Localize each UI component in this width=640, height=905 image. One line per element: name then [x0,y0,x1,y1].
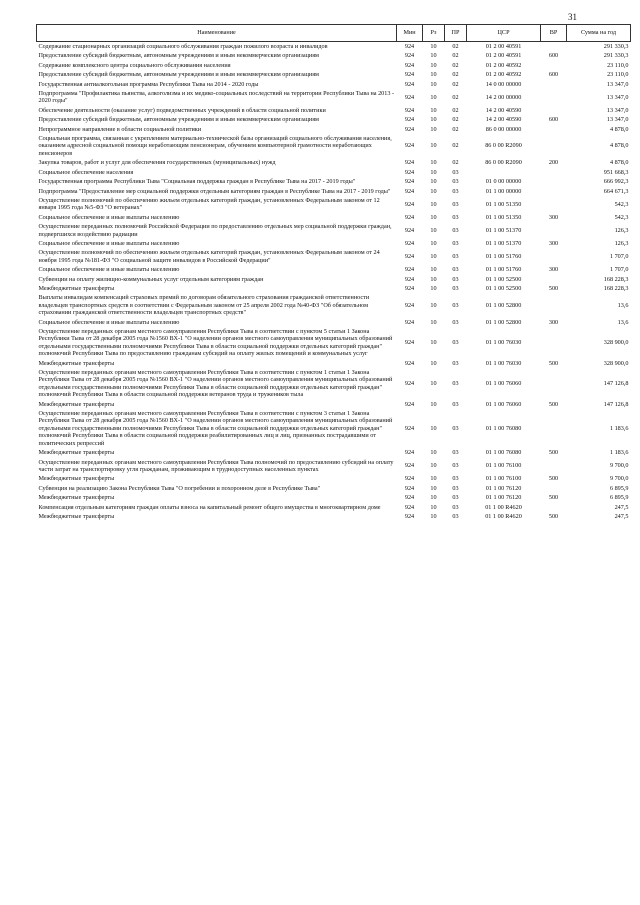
table-row [37,115,631,124]
cell-vr: 500 [548,359,559,367]
cell-pr: 02 [452,71,459,79]
cell-name: Социальное обеспечение и иные выплаты населению [38,213,180,221]
table-row [37,400,631,409]
table-row [37,187,631,196]
cell-csr: 01 1 00 76060 [485,400,522,408]
cell-csr: 14 2 00 00000 [485,93,522,101]
cell-sum: 13 347,0 [606,116,629,124]
table-row [37,318,631,327]
table-row [37,493,631,502]
cell-name: Субвенции на оплату жилищно-коммунальных услуг отдельным категориям граждан [38,275,264,283]
table-row [37,158,631,167]
cell-min: 924 [404,159,415,167]
cell-name: Субвенция на реализацию Закона Республики Тыва "О погребении и похоронном деле в Республике Тыва" [38,484,321,492]
cell-min: 924 [404,168,415,176]
cell-min: 924 [404,239,415,247]
header-sum: Сумма на год [567,25,631,42]
cell-csr: 01 2 00 40591 [485,43,522,50]
cell-min: 924 [404,253,415,261]
table-row [37,512,631,521]
cell-rz: 10 [430,168,437,176]
cell-csr: 01 1 00 00000 [485,187,522,195]
cell-name: Обеспечение деятельности (оказание услуг) подведомственных учреждений в области социальной политики [38,106,326,114]
cell-csr: 14 0 00 00000 [485,80,522,88]
cell-vr [541,222,567,239]
cell-csr: 86 0 00 00000 [485,125,522,133]
cell-sum: 126,3 [614,239,629,247]
cell-rz: 10 [430,484,437,492]
cell-pr: 03 [452,168,459,176]
cell-min: 924 [404,116,415,124]
cell-name: Межбюджетные трансферты [38,359,115,367]
cell-csr: 86 0 00 R2090 [485,142,522,150]
cell-min: 924 [404,52,415,60]
cell-csr: 01 2 00 40591 [485,52,522,60]
cell-vr [541,409,567,448]
cell-pr: 03 [452,359,459,367]
table-row [37,409,631,448]
cell-vr [541,134,567,158]
cell-rz: 10 [430,266,437,274]
cell-min: 924 [404,512,415,520]
cell-rz: 10 [430,400,437,408]
cell-min: 924 [404,187,415,195]
header-rz: Рз [423,25,445,42]
cell-csr: 01 1 00 52800 [485,301,522,309]
cell-rz: 10 [430,512,437,520]
cell-sum: 666 992,3 [603,178,629,186]
cell-rz: 10 [430,61,437,69]
cell-min: 924 [404,106,415,114]
table-header-row [37,25,631,42]
cell-pr: 03 [452,494,459,502]
cell-min: 924 [404,43,415,50]
cell-sum: 147 126,8 [603,400,629,408]
cell-csr: 01 1 00 51370 [485,239,522,247]
cell-rz: 10 [430,318,437,326]
cell-rz: 10 [430,462,437,470]
cell-csr: 01 1 00 R4620 [485,512,522,520]
cell-min: 924 [404,71,415,79]
cell-name: Межбюджетные трансферты [38,475,115,483]
header-min: Мин [397,25,423,42]
cell-pr: 02 [452,93,459,101]
table-row [37,275,631,284]
cell-min: 924 [404,424,415,432]
cell-csr: 01 1 00 51760 [485,253,522,261]
cell-vr [541,458,567,475]
table-row [37,239,631,248]
cell-csr: 01 1 00 76100 [485,475,522,483]
cell-name: Предоставление субсидий бюджетным, автономным учреждениям и иным некоммерческим организациям [38,116,319,124]
table-row [37,222,631,239]
cell-vr [541,293,567,317]
cell-min: 924 [404,200,415,208]
cell-name: Осуществление переданных органам местного самоуправления Республики Тыва полномочий по предоставлению субсидий на оплату части затрат на транспортировку угля гражданам, проживающим в труднодоступных населенных пунктах [38,458,394,473]
cell-rz: 10 [430,93,437,101]
cell-name: Социальное обеспечение и иные выплаты населению [38,239,180,247]
cell-pr: 03 [452,253,459,261]
cell-rz: 10 [430,226,437,234]
cell-sum: 168 228,3 [603,284,629,292]
cell-csr: 01 1 00 76060 [485,380,522,388]
cell-min: 924 [404,226,415,234]
cell-pr: 02 [452,142,459,150]
cell-min: 924 [404,494,415,502]
cell-csr: 01 1 00 76120 [485,494,522,502]
cell-min: 924 [404,275,415,283]
cell-vr [541,89,567,106]
cell-pr: 03 [452,187,459,195]
table-row [37,284,631,293]
cell-csr: 01 1 00 52500 [485,275,522,283]
cell-name: Социальная программа, связанная с укреплением материально-технической базы организаций социального обслуживания населения, оказанием адресной социальной помощи неработающим пенсионерам, обучением компьютерной грамотности неработающих пенсионеров [38,135,392,157]
cell-name: Непрограммное направление в области социальной политики [38,125,202,133]
cell-min: 924 [404,213,415,221]
cell-sum: 9 700,0 [609,462,629,470]
header-pr: ПР [445,25,467,42]
cell-csr: 01 1 00 76030 [485,339,522,347]
cell-vr: 500 [548,284,559,292]
cell-pr: 03 [452,475,459,483]
cell-min: 924 [404,61,415,69]
cell-rz: 10 [430,449,437,457]
cell-sum: 542,3 [614,200,629,208]
cell-name: Содержание стационарных организаций социального обслуживания граждан пожилого возраста и инвалидов [38,43,328,50]
cell-vr: 300 [548,239,559,247]
cell-pr: 02 [452,116,459,124]
cell-rz: 10 [430,178,437,186]
table-row [37,89,631,106]
table-row [37,80,631,89]
cell-rz: 10 [430,187,437,195]
cell-name: Межбюджетные трансферты [38,494,115,502]
header-vr: ВР [541,25,567,42]
cell-vr [541,327,567,359]
table-row [37,61,631,70]
cell-pr: 03 [452,424,459,432]
cell-name: Предоставление субсидий бюджетным, автономным учреждениям и иным некоммерческим организациям [38,71,319,79]
cell-sum: 13 347,0 [606,106,629,114]
cell-vr: 500 [548,400,559,408]
table-body [37,42,631,522]
cell-rz: 10 [430,253,437,261]
cell-pr: 03 [452,380,459,388]
cell-pr: 02 [452,159,459,167]
cell-sum: 6 895,9 [609,484,629,492]
cell-vr [541,275,567,284]
cell-csr: 01 1 00 76030 [485,359,522,367]
cell-pr: 03 [452,200,459,208]
cell-pr: 02 [452,43,459,50]
cell-csr: 01 1 00 51350 [485,200,522,208]
cell-name: Осуществление полномочий по обеспечению жильем отдельных категорий граждан, установленных Федеральным законом от 12 января 1995 года №5-ФЗ "О ветеранах" [38,196,380,212]
table-row [37,448,631,457]
cell-rz: 10 [430,275,437,283]
cell-vr: 500 [548,494,559,502]
cell-name: Государственная антиалкогольная программа Республики Тыва на 2014 - 2020 годы [38,80,259,88]
cell-pr: 02 [452,80,459,88]
cell-name: Межбюджетные трансферты [38,512,115,520]
cell-sum: 4 878,0 [609,125,629,133]
cell-pr: 02 [452,61,459,69]
cell-min: 924 [404,178,415,186]
table-row [37,368,631,400]
cell-vr: 500 [548,475,559,483]
cell-min: 924 [404,80,415,88]
table-row [37,177,631,186]
cell-name: Подпрограмма "Предоставление мер социальной поддержки отдельным категориям граждан в Республике Тыва на 2017 - 2019 годы" [38,187,391,195]
cell-pr: 03 [452,284,459,292]
cell-sum: 147 126,8 [603,380,629,388]
cell-name: Предоставление субсидий бюджетным, автономным учреждениям и иным некоммерческим организациям [38,52,319,60]
cell-vr: 600 [548,52,559,60]
cell-rz: 10 [430,159,437,167]
header-csr: ЦСР [467,25,541,42]
cell-rz: 10 [430,125,437,133]
cell-rz: 10 [430,80,437,88]
cell-rz: 10 [430,239,437,247]
cell-csr: 14 2 00 40590 [485,106,522,114]
cell-rz: 10 [430,213,437,221]
cell-pr: 03 [452,400,459,408]
cell-vr: 300 [548,318,559,326]
cell-vr [541,80,567,89]
cell-csr: 01 1 00 R4620 [485,503,522,511]
cell-pr: 03 [452,512,459,520]
cell-rz: 10 [430,284,437,292]
cell-sum: 23 110,0 [607,61,629,69]
cell-name: Социальное обеспечение и иные выплаты населению [38,318,180,326]
cell-csr: 01 1 00 51760 [485,266,522,274]
cell-pr: 03 [452,449,459,457]
cell-csr: 01 1 00 52800 [485,318,522,326]
cell-pr: 03 [452,462,459,470]
cell-sum: 247,5 [614,503,629,511]
cell-pr: 03 [452,239,459,247]
cell-name: Социальное обеспечение и иные выплаты населению [38,266,180,274]
cell-name: Осуществление переданных органам местного самоуправления Республики Тыва в соответствии с пунктом 5 статьи 1 Закона Республики Тыва от 28 декабря 2005 года №1560 ВХ-1 "О наделении органов местного самоуправления муниципальных образований отдельными государственными полномочиями Республики Тыва в области социальной поддержки отдельных категорий граждан" полномочий Республики Тыва по предоставлению гражданам субсидий на оплату жилых помещений и коммунальных услуг [38,328,393,358]
cell-pr: 03 [452,339,459,347]
cell-rz: 10 [430,301,437,309]
cell-sum: 1 183,6 [609,424,629,432]
cell-pr: 03 [452,484,459,492]
cell-csr: 01 2 00 40592 [485,71,522,79]
cell-sum: 542,3 [614,213,629,221]
cell-min: 924 [404,449,415,457]
cell-name: Межбюджетные трансферты [38,400,115,408]
cell-vr: 500 [548,449,559,457]
budget-table [36,24,631,521]
cell-min: 924 [404,462,415,470]
cell-vr [541,168,567,177]
cell-sum: 4 878,0 [609,159,629,167]
cell-csr: 01 1 00 51370 [485,226,522,234]
table-row [37,248,631,265]
cell-sum: 328 900,0 [603,339,629,347]
cell-sum: 23 110,0 [607,71,629,79]
cell-vr [541,61,567,70]
table-row [37,125,631,134]
cell-rz: 10 [430,71,437,79]
cell-name: Осуществление переданных органам местного самоуправления Республики Тыва в соответствии с пунктом 3 статьи 1 Закона Республики Тыва от 28 декабря 2005 года №1560 ВХ-1 "О наделении органов местного самоуправления муниципальных образований отдельными государственными полномочиями Республики Тыва в области социальной поддержки отдельных категорий граждан" полномочий Республики Тыва в области социальной поддержки реабилитированных лиц и лиц, признанных пострадавшими от политических репрессий [38,410,393,447]
cell-csr: 01 0 00 00000 [485,178,522,186]
cell-vr [541,106,567,115]
cell-pr: 02 [452,125,459,133]
cell-vr [541,368,567,400]
cell-pr: 02 [452,106,459,114]
cell-pr: 03 [452,275,459,283]
cell-name: Содержание комплексного центра социального обслуживания населения [38,61,231,69]
table-row [37,196,631,213]
cell-vr: 300 [548,266,559,274]
table-row [37,265,631,274]
cell-csr: 01 1 00 76120 [485,484,522,492]
cell-sum: 4 878,0 [609,142,629,150]
cell-min: 924 [404,400,415,408]
cell-sum: 126,3 [614,226,629,234]
cell-vr [541,503,567,512]
cell-sum: 291 330,3 [603,43,629,50]
cell-sum: 951 668,3 [603,168,629,176]
cell-rz: 10 [430,475,437,483]
table-row [37,458,631,475]
cell-rz: 10 [430,380,437,388]
cell-vr: 600 [548,116,559,124]
cell-pr: 03 [452,318,459,326]
cell-vr [541,196,567,213]
cell-min: 924 [404,318,415,326]
cell-rz: 10 [430,503,437,511]
cell-pr: 03 [452,503,459,511]
cell-vr [541,125,567,134]
cell-pr: 03 [452,301,459,309]
cell-sum: 13 347,0 [606,93,629,101]
cell-pr: 03 [452,226,459,234]
table-row [37,106,631,115]
cell-min: 924 [404,503,415,511]
cell-rz: 10 [430,339,437,347]
cell-csr: 01 1 00 52500 [485,284,522,292]
cell-name: Компенсация отдельным категориям граждан оплаты взноса на капитальный ремонт общего имущества в многоквартирном доме [38,503,381,511]
cell-rz: 10 [430,52,437,60]
cell-rz: 10 [430,359,437,367]
table-row [37,168,631,177]
page-number: 31 [568,12,577,22]
cell-min: 924 [404,266,415,274]
cell-sum: 168 228,3 [603,275,629,283]
cell-sum: 1 707,0 [609,266,629,274]
cell-name: Осуществление переданных полномочий Российской Федерации по предоставлению отдельных мер социальной поддержки граждан, подвергшихся воздействию радиации [38,223,392,238]
table-row [37,327,631,359]
cell-min: 924 [404,359,415,367]
cell-min: 924 [404,301,415,309]
table-row [37,213,631,222]
table-row [37,503,631,512]
table-row [37,70,631,79]
cell-vr [541,248,567,265]
cell-min: 924 [404,93,415,101]
cell-name: Осуществление полномочий по обеспечению жильем отдельных категорий граждан, установленных Федеральным законом от 24 ноября 1995 года №181-ФЗ "О социальной защите инвалидов в Российской Федерации" [38,249,380,264]
cell-name: Социальное обеспечение населения [38,168,134,176]
cell-name: Подпрограмма "Профилактика пьянства, алкоголизма и их медико-социальных последствий на территории Республики Тыва на 2013 - 2020 годы" [38,90,395,105]
cell-name: Выплаты инвалидам компенсаций страховых премий по договорам обязательного страхования гражданской ответственности владельцев транспортных средств в соответствии с Федеральным законом от 25 апреля 2002 года №40-ФЗ "Об обязательном страховании гражданской ответственности владельцев транспортных средств" [38,294,370,317]
cell-name: Закупка товаров, работ и услуг для обеспечения государственных (муниципальных) нужд [38,159,276,167]
cell-min: 924 [404,339,415,347]
cell-pr: 03 [452,266,459,274]
cell-min: 924 [404,284,415,292]
cell-sum: 328 900,0 [603,359,629,367]
cell-rz: 10 [430,106,437,114]
cell-pr: 02 [452,52,459,60]
cell-min: 924 [404,380,415,388]
table-row [37,293,631,317]
cell-csr: 01 1 00 76080 [485,449,522,457]
cell-csr: 01 2 00 40592 [485,61,522,69]
cell-name: Государственная программа Республики Тыва "Социальная поддержка граждан в Республике Тыва на 2017 - 2019 годы" [38,178,356,186]
cell-pr: 03 [452,213,459,221]
cell-min: 924 [404,125,415,133]
cell-sum: 13,6 [617,301,629,309]
cell-vr [541,187,567,196]
cell-csr: 01 1 00 51350 [485,213,522,221]
cell-rz: 10 [430,494,437,502]
table-row [37,134,631,158]
cell-vr: 500 [548,512,559,520]
cell-csr [467,168,541,177]
cell-vr [541,484,567,493]
cell-rz: 10 [430,116,437,124]
table-row [37,359,631,368]
table-row [37,474,631,483]
cell-rz: 10 [430,142,437,150]
cell-vr [541,177,567,186]
cell-sum: 13,6 [617,318,629,326]
cell-sum: 1 183,6 [609,449,629,457]
cell-min: 924 [404,142,415,150]
cell-name: Осуществление переданных органам местного самоуправления Республики Тыва в соответствии с пунктом 1 статьи 1 Закона Республики Тыва от 28 декабря 2005 года №1560 ВХ-1 "О наделении органов местного самоуправления муниципальных образований отдельными государственными полномочиями Республики Тыва в области социальной поддержки отдельных категорий граждан" полномочий Республики Тыва в области социальной поддержки ветеранов труда и тружеников тыла [38,369,393,399]
table-row [37,484,631,493]
cell-csr: 01 1 00 76080 [485,424,522,432]
cell-csr: 14 2 00 40590 [485,116,522,124]
cell-rz: 10 [430,424,437,432]
cell-vr: 200 [548,159,559,167]
table-row [37,42,631,52]
cell-min: 924 [404,484,415,492]
cell-min: 924 [404,475,415,483]
cell-rz: 10 [430,200,437,208]
header-name: Наименование [37,25,397,42]
cell-csr: 01 1 00 76100 [485,462,522,470]
cell-sum: 664 671,3 [603,187,629,195]
cell-sum: 13 347,0 [606,80,629,88]
cell-sum: 9 700,0 [609,475,629,483]
cell-vr [541,42,567,52]
cell-vr: 300 [548,213,559,221]
cell-pr: 03 [452,178,459,186]
cell-sum: 6 895,9 [609,494,629,502]
cell-vr: 600 [548,71,559,79]
cell-sum: 1 707,0 [609,253,629,261]
table-row [37,51,631,60]
cell-name: Межбюджетные трансферты [38,284,115,292]
cell-csr: 86 0 00 R2090 [485,159,522,167]
cell-name: Межбюджетные трансферты [38,449,115,457]
cell-rz: 10 [430,43,437,50]
cell-sum: 291 330,3 [603,52,629,60]
cell-sum: 247,5 [614,512,629,520]
